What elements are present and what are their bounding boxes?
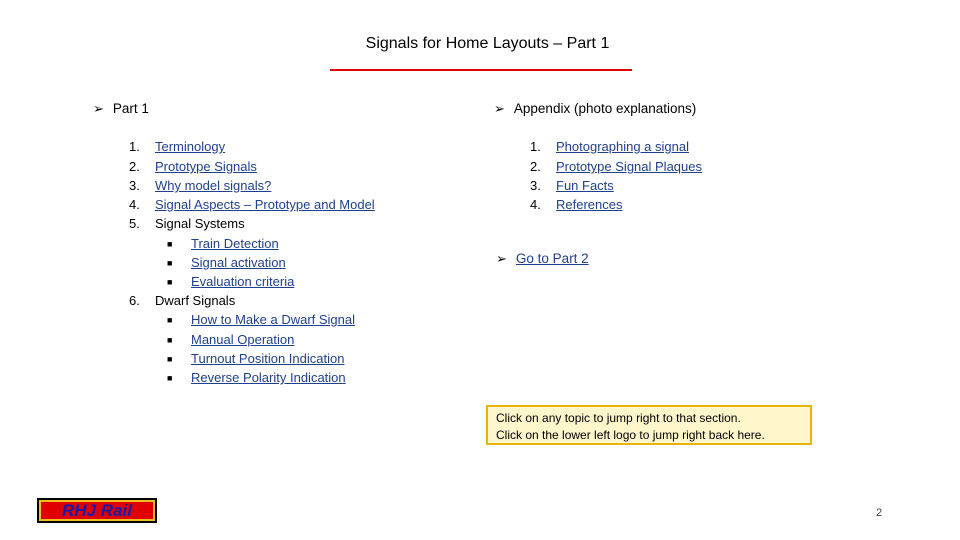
link-how-to-make-dwarf-signal[interactable]: How to Make a Dwarf Signal bbox=[191, 312, 356, 327]
part1-heading bbox=[93, 100, 149, 118]
link-terminology[interactable]: Terminology bbox=[155, 139, 226, 154]
link-go-to-part-2[interactable]: Go to Part 2 bbox=[515, 251, 589, 266]
link-signal-activation[interactable]: Signal activation bbox=[191, 255, 286, 270]
square-bullet-icon: ■ bbox=[167, 335, 173, 345]
appendix-heading-bold: Appendix bbox=[513, 101, 571, 116]
appendix-heading-rest: (photo explanations) bbox=[570, 101, 697, 116]
square-bullet-icon: ■ bbox=[167, 354, 173, 364]
section-dwarf-signals: Dwarf Signals bbox=[155, 293, 236, 308]
item-number: 3. bbox=[129, 178, 140, 193]
link-prototype-signals[interactable]: Prototype Signals bbox=[155, 159, 257, 174]
link-prototype-signal-plaques[interactable]: Prototype Signal Plaques bbox=[556, 159, 702, 174]
link-why-model-signals[interactable]: Why model signals? bbox=[155, 178, 272, 193]
goto-part2[interactable] bbox=[496, 250, 589, 268]
note-line-1: Click on any topic to jump right to that section. bbox=[496, 411, 741, 425]
arrow-bullet-icon: ➢ bbox=[496, 251, 507, 266]
appendix-heading bbox=[494, 100, 696, 118]
link-fun-facts[interactable]: Fun Facts bbox=[556, 178, 614, 193]
section-signal-systems: Signal Systems bbox=[155, 216, 245, 231]
item-number: 1. bbox=[530, 139, 541, 154]
instruction-note bbox=[486, 405, 812, 445]
page-number: 2 bbox=[876, 507, 883, 519]
item-number: 3. bbox=[530, 178, 541, 193]
page-title: Signals for Home Layouts – Part 1 bbox=[365, 35, 610, 52]
link-manual-operation[interactable]: Manual Operation bbox=[191, 332, 295, 347]
square-bullet-icon: ■ bbox=[167, 315, 173, 325]
item-number: 2. bbox=[530, 159, 541, 174]
square-bullet-icon: ■ bbox=[167, 239, 173, 249]
note-line-2: Click on the lower left logo to jump right back here. bbox=[496, 428, 765, 442]
square-bullet-icon: ■ bbox=[167, 277, 173, 287]
link-photographing-a-signal[interactable]: Photographing a signal bbox=[556, 139, 689, 154]
arrow-bullet-icon: ➢ bbox=[494, 101, 505, 116]
rhj-rail-logo[interactable]: RHJ Rail bbox=[37, 498, 157, 523]
item-number: 2. bbox=[129, 159, 140, 174]
part1-heading-text: Part 1 bbox=[112, 101, 149, 116]
square-bullet-icon: ■ bbox=[167, 258, 173, 268]
title-underline bbox=[330, 69, 632, 71]
item-number: 4. bbox=[129, 197, 140, 212]
link-turnout-position-indication[interactable]: Turnout Position Indication bbox=[191, 351, 345, 366]
link-signal-aspects[interactable]: Signal Aspects – Prototype and Model bbox=[155, 197, 375, 212]
link-evaluation-criteria[interactable]: Evaluation criteria bbox=[191, 274, 295, 289]
item-number: 4. bbox=[530, 197, 541, 212]
link-train-detection[interactable]: Train Detection bbox=[191, 236, 279, 251]
square-bullet-icon: ■ bbox=[167, 373, 173, 383]
item-number: 5. bbox=[129, 216, 140, 231]
arrow-bullet-icon: ➢ bbox=[93, 101, 104, 116]
item-number: 1. bbox=[129, 139, 140, 154]
link-reverse-polarity-indication[interactable]: Reverse Polarity Indication bbox=[191, 370, 346, 385]
item-number: 6. bbox=[129, 293, 140, 308]
link-references[interactable]: References bbox=[556, 197, 623, 212]
